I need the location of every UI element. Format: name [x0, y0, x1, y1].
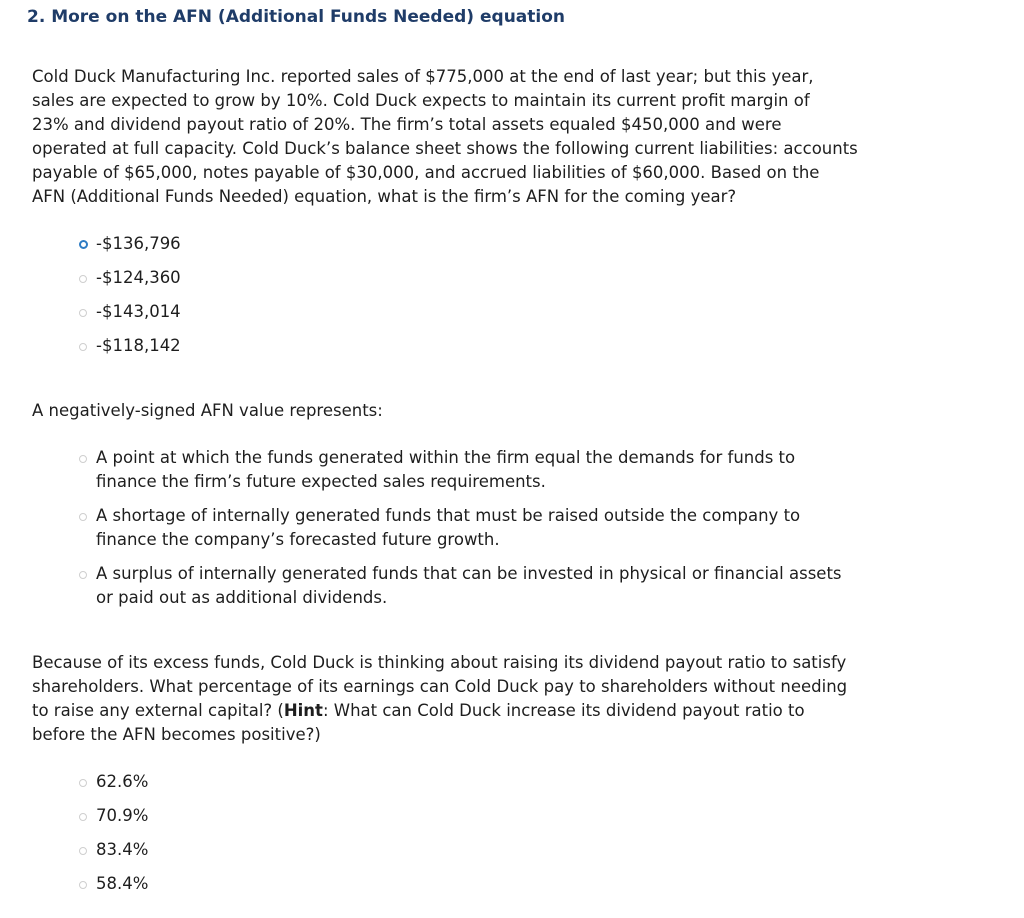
question-1-line: payable of $65,000, notes payable of $30,000, and accrued liabilities of $60,000. Based on the [32, 163, 820, 182]
option-line: or paid out as additional dividends. [96, 588, 388, 607]
radio-button[interactable] [79, 309, 87, 317]
option-line: A shortage of internally generated funds that must be raised outside the company to [96, 506, 801, 525]
option-line: finance the company’s forecasted future growth. [96, 530, 500, 549]
question-2-text: A negatively-signed AFN value represents: [32, 401, 383, 420]
option-line: finance the firm’s future expected sales requirements. [96, 472, 546, 491]
question-1-line: AFN (Additional Funds Needed) equation, what is the firm’s AFN for the coming year? [32, 187, 737, 206]
radio-button[interactable] [79, 813, 87, 821]
option-label: 70.9% [96, 806, 149, 825]
hint-label: Hint [283, 701, 323, 720]
option-label: -$118,142 [96, 336, 181, 355]
radio-button[interactable] [79, 571, 87, 579]
question-title: 2. More on the AFN (Additional Funds Needed) equation [27, 7, 565, 27]
option-label [96, 562, 842, 610]
radio-button[interactable] [79, 275, 87, 283]
option-label: 83.4% [96, 840, 149, 859]
option-label: -$143,014 [96, 302, 181, 321]
question-1-line: 23% and dividend payout ratio of 20%. The firm’s total assets equaled $450,000 and were [32, 115, 782, 134]
option-label: 62.6% [96, 772, 149, 791]
radio-button[interactable] [79, 455, 87, 463]
option-label [96, 504, 800, 552]
question-3-line [32, 699, 847, 723]
option-label [96, 446, 795, 494]
radio-button[interactable] [79, 513, 87, 521]
question-3-line: before the AFN becomes positive?) [32, 725, 321, 744]
question-1-line: operated at full capacity. Cold Duck’s balance sheet shows the following current liabilities: accounts [32, 139, 858, 158]
option-line: A surplus of internally generated funds that can be invested in physical or financial assets [96, 564, 842, 583]
option-label: 58.4% [96, 874, 149, 893]
question-3-line-part: to raise any external capital? ( [32, 701, 284, 720]
radio-button[interactable] [79, 881, 87, 889]
option-line: A point at which the funds generated within the firm equal the demands for funds to [96, 448, 796, 467]
question-3-text [32, 651, 847, 747]
radio-button[interactable] [79, 779, 87, 787]
option-label: -$124,360 [96, 268, 181, 287]
radio-button[interactable] [79, 847, 87, 855]
question-3-line: shareholders. What percentage of its earnings can Cold Duck pay to shareholders without needing [32, 677, 848, 696]
radio-button[interactable] [79, 343, 87, 351]
question-1-line: Cold Duck Manufacturing Inc. reported sales of $775,000 at the end of last year; but this year, [32, 67, 814, 86]
radio-button-selected[interactable] [79, 240, 88, 249]
option-label: -$136,796 [96, 234, 181, 253]
question-3-line-part: : What can Cold Duck increase its dividend payout ratio to [322, 701, 805, 720]
question-1-line: sales are expected to grow by 10%. Cold Duck expects to maintain its current profit margin of [32, 91, 810, 110]
question-1-text [32, 65, 858, 209]
question-3-line: Because of its excess funds, Cold Duck is thinking about raising its dividend payout ratio to satisfy [32, 653, 847, 672]
